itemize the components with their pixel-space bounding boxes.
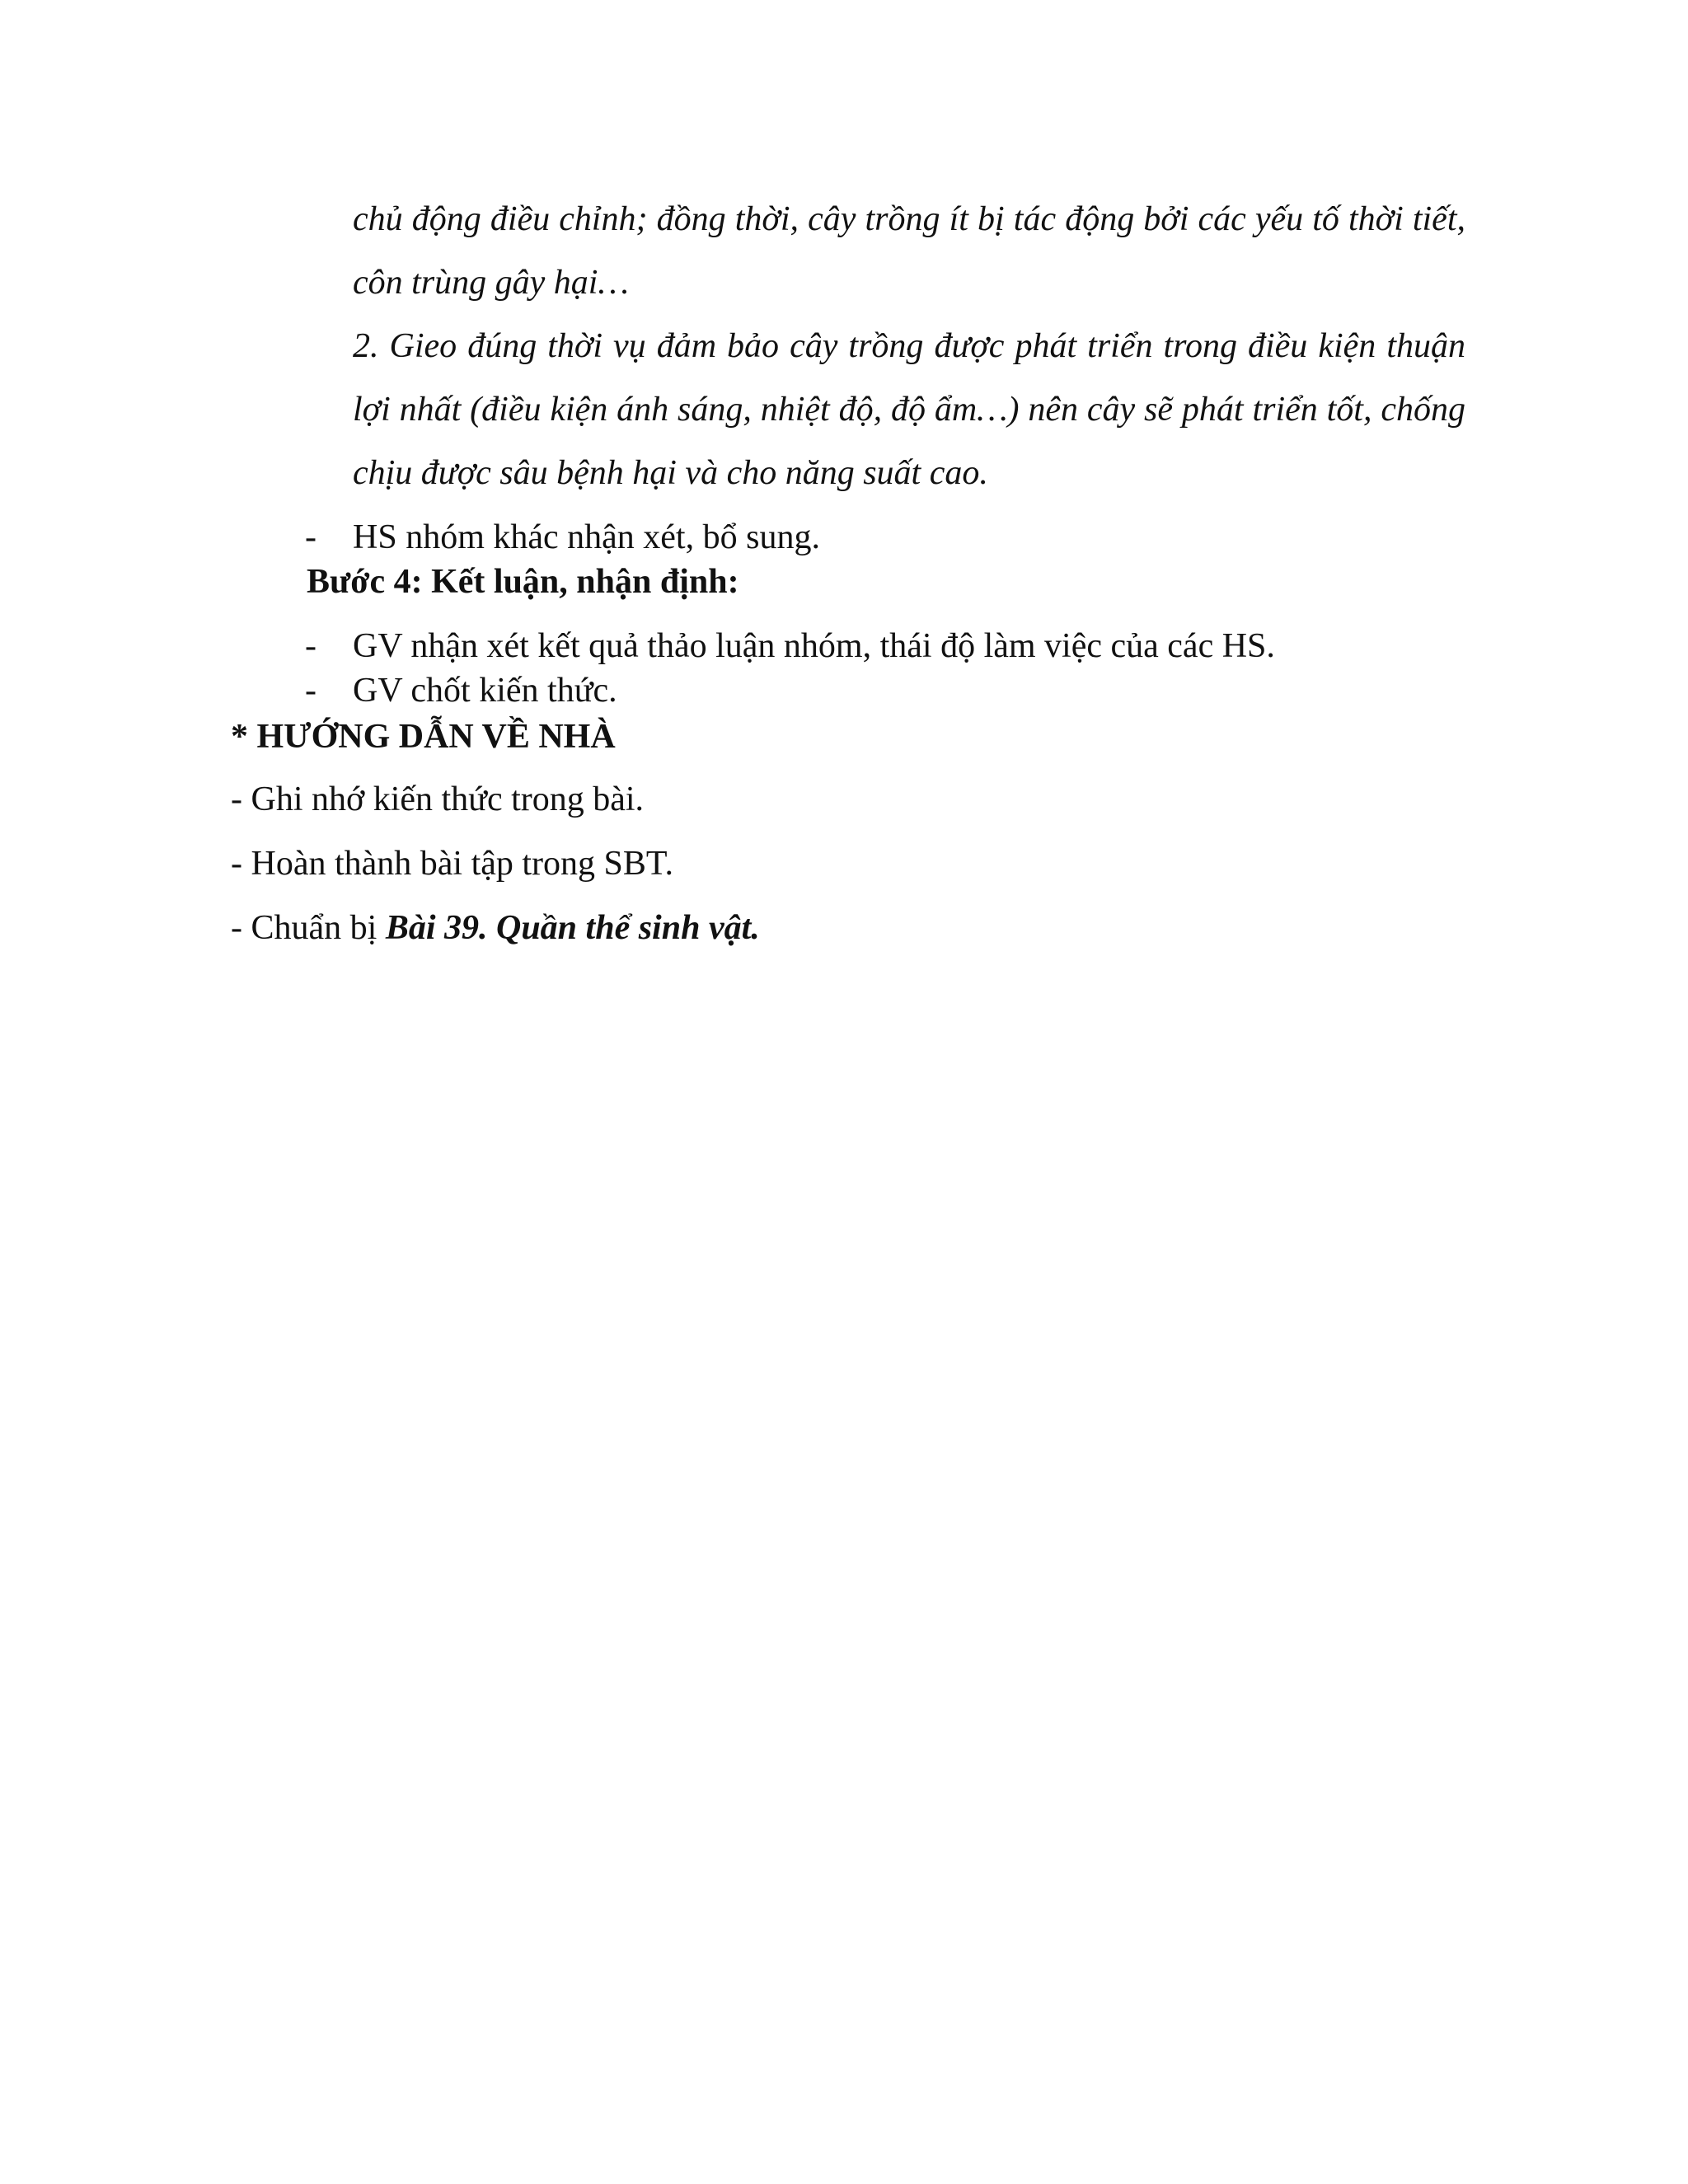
- homework-item-1: - Ghi nhớ kiến thức trong bài.: [231, 780, 645, 818]
- homework-item-2: - Hoàn thành bài tập trong SBT.: [231, 845, 673, 883]
- bullet-marker: -: [305, 627, 316, 665]
- bullet-hs-feedback: HS nhóm khác nhận xét, bổ sung.: [353, 518, 820, 556]
- homework-heading: * HƯỚNG DẪN VỀ NHÀ: [231, 718, 616, 756]
- answer-paragraph-1: chủ động điều chỉnh; đồng thời, cây trồng ít bị tác động bởi các yếu tố thời tiết, côn trùng gây hại…: [353, 200, 1465, 302]
- homework-item-3-prefix: - Chuẩn bị: [231, 909, 386, 947]
- homework-item-3: [231, 907, 760, 949]
- bullet-gv-conclude: GV chốt kiến thức.: [353, 672, 617, 710]
- bullet-marker: -: [305, 518, 316, 556]
- answer-text-block: [353, 188, 1465, 505]
- bullet-gv-feedback: GV nhận xét kết quả thảo luận nhóm, thái độ làm việc của các HS.: [353, 627, 1275, 665]
- answer-paragraph-2: 2. Gieo đúng thời vụ đảm bảo cây trồng được phát triển trong điều kiện thuận lợi nhất (điều kiện ánh sáng, nhiệt độ, độ ẩm…) nên cây sẽ phát triển tốt, chống chịu được sâu bệnh hại và cho năng suất cao.: [353, 327, 1465, 492]
- bullet-marker: -: [305, 672, 316, 710]
- step4-heading: Bước 4: Kết luận, nhận định:: [307, 563, 739, 601]
- next-lesson-title: Bài 39. Quần thể sinh vật.: [385, 909, 760, 947]
